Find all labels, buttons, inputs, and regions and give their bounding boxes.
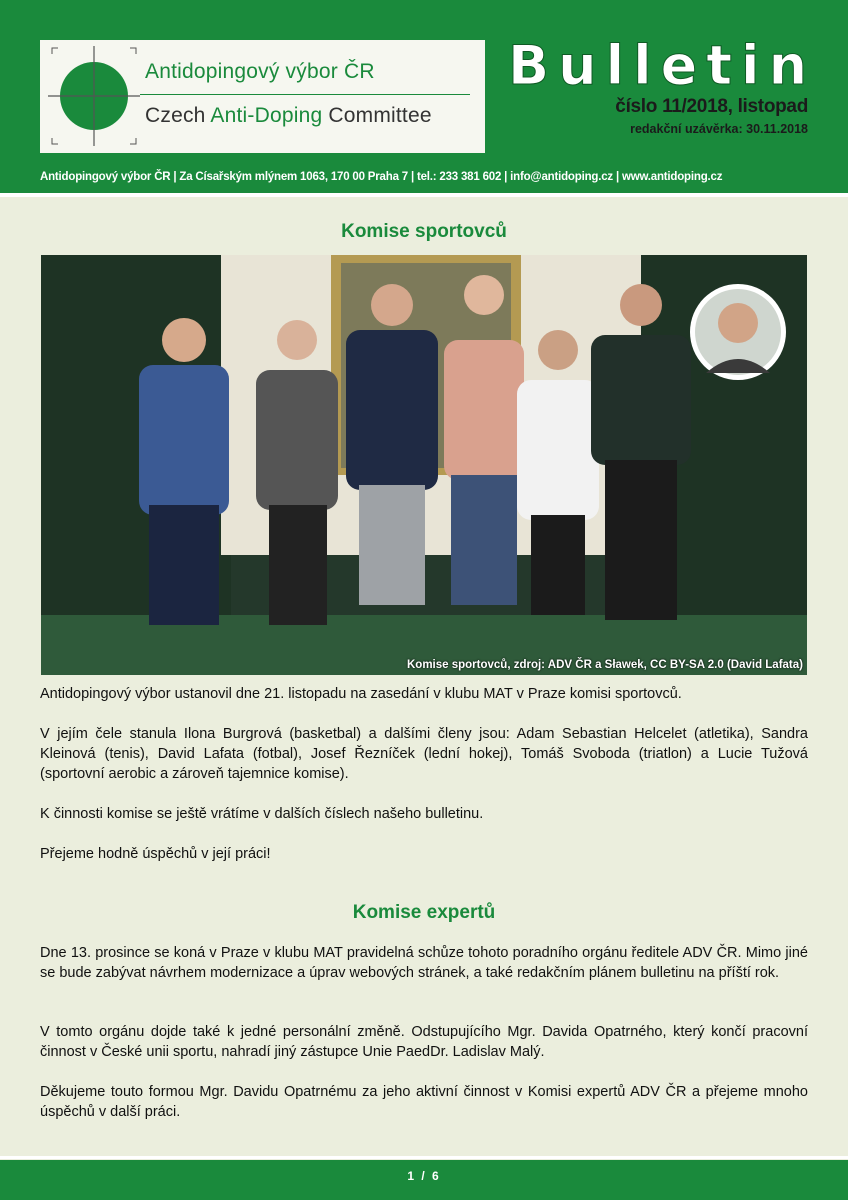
bulletin-title: Bulletin	[508, 34, 817, 97]
editorial-deadline: redakční uzávěrka: 30.11.2018	[630, 122, 808, 136]
paragraph: V jejím čele stanula Ilona Burgrová (basketbal) a dalšími členy jsou: Adam Sebastian Helcelet (atletika), Sandra Kleinová (tenis), David Lafata (fotbal), Josef Řezníček (lední hokej), Tomáš Svoboda (triatlon) a Lucie Tužová (sportovní aerobic a zároveň tajemnice komise).	[40, 726, 808, 782]
footer-divider	[0, 1156, 848, 1159]
header-divider	[0, 193, 848, 197]
org-name-en-highlight: Anti-Doping	[210, 104, 323, 127]
photo-caption: Komise sportovců, zdroj: ADV ČR a Sławek, CC BY-SA 2.0 (David Lafata)	[407, 659, 803, 671]
org-name-cz: Antidopingový výbor ČR	[145, 60, 375, 83]
masthead	[0, 0, 848, 193]
org-name-en-suffix: Committee	[322, 104, 432, 127]
org-name-en	[145, 104, 432, 128]
group-photo-illustration	[41, 255, 807, 675]
contact-info: Antidopingový výbor ČR | Za Císařským mlýnem 1063, 170 00 Praha 7 | tel.: 233 381 602 | info@antidoping.cz | www.antidoping.cz	[40, 171, 723, 183]
committee-photo	[41, 255, 807, 675]
paragraph: K činnosti komise se ještě vrátíme v dalších číslech našeho bulletinu.	[40, 806, 484, 822]
paragraph: Dne 13. prosince se koná v Praze v klubu MAT pravidelná schůze tohoto poradního orgánu ředitele ADV ČR. Mimo jiné se bude zabývat návrhem modernizace a úprav webových stránek, a také redakčním plánem bulletinu na příští rok.	[40, 945, 808, 981]
logo	[40, 40, 485, 153]
paragraph: Přejeme hodně úspěchů v její práci!	[40, 846, 271, 862]
issue-number: číslo 11/2018, listopad	[615, 96, 808, 117]
paragraph: Antidopingový výbor ustanovil dne 21. listopadu na zasedání v klubu MAT v Praze komisi sportovců.	[40, 686, 682, 702]
org-name-en-prefix: Czech	[145, 104, 211, 127]
page-number: 1 / 6	[407, 1169, 441, 1183]
logo-divider	[140, 94, 470, 95]
section-title-athletes: Komise sportovců	[341, 221, 507, 242]
paragraph: Děkujeme touto formou Mgr. Davidu Opatrnému za jeho aktivní činnost v Komisi expertů ADV ČR a přejeme mnoho úspěchů v další práci.	[40, 1084, 808, 1120]
target-logo-icon	[46, 44, 142, 148]
section-title-experts: Komise expertů	[352, 902, 496, 923]
paragraph: V tomto orgánu dojde také k jedné personální změně. Odstupujícího Mgr. Davida Opatrného, který končí pracovní činnost v České unii sportu, nahradí jiný zástupce Unie PaedDr. Ladislav Malý.	[40, 1024, 808, 1060]
